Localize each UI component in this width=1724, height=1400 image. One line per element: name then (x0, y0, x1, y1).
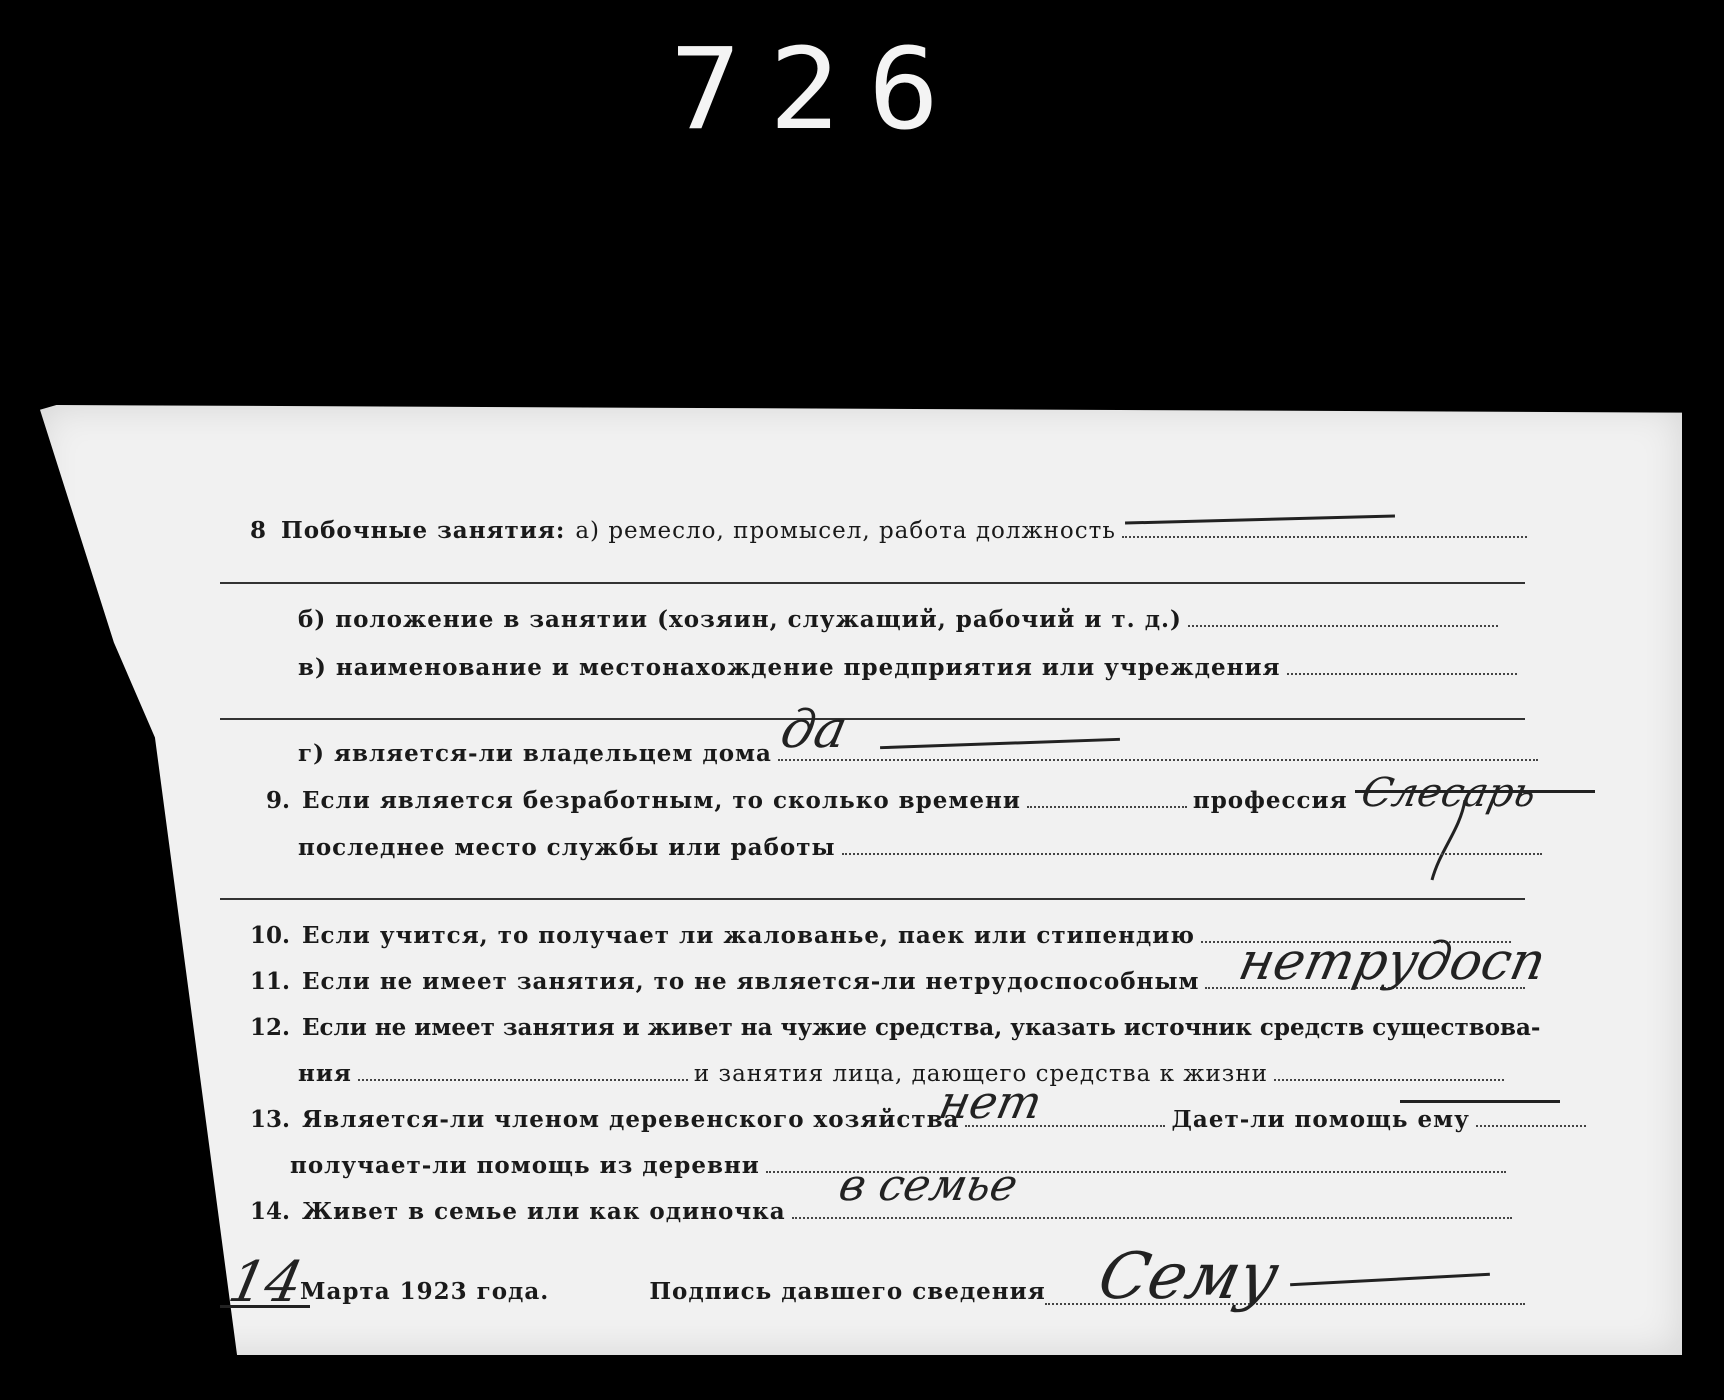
q8-row-v (298, 654, 1523, 681)
q9-time-line (1027, 806, 1187, 808)
q9-label: Если является безработным, то сколько времени (302, 787, 1021, 814)
q12-cont1: ния (298, 1060, 352, 1087)
q8-a-extra-line (220, 582, 1525, 584)
q12-cont2: и занятия лица, дающего средства к жизни (693, 1061, 1269, 1087)
q13-number: 13. (249, 1106, 290, 1133)
q11-number: 11. (249, 968, 290, 995)
q9-extra-line (220, 898, 1525, 900)
q14-label: Живет в семье или как одиночка (302, 1198, 786, 1225)
q9-last-place-line (842, 853, 1542, 855)
q8-g-line (778, 759, 1538, 761)
q8-g-label: г) является-ли владельцем дома (298, 740, 772, 767)
q9-number: 9. (265, 787, 290, 814)
frame-number: 726 (670, 23, 968, 155)
q11-label: Если не имеет занятия, то не является-ли нетрудоспособным (302, 968, 1200, 995)
q10-label: Если учится, то получает ли жалованье, паек или стипендию (302, 922, 1195, 949)
q8-b-label: б) положение в занятии (хозяин, служащий, рабочий и т. д.) (298, 606, 1182, 633)
q14-number: 14. (249, 1198, 290, 1225)
q12-label: Если не имеет занятия и живет на чужие средства, указать источник средств существова- (302, 1014, 1541, 1041)
q8-g-answer: да (775, 700, 853, 760)
signature: Сему (1092, 1240, 1285, 1314)
q13-cont-label: получает-ли помощь из деревни (290, 1152, 760, 1179)
q8-v-line (1287, 673, 1517, 675)
q8-title: Побочные занятия: (281, 517, 566, 544)
q9-profession-label: профессия (1192, 787, 1348, 814)
date-day: 14 (223, 1250, 309, 1315)
q9-last-place-row (298, 834, 1548, 861)
q14-line (792, 1217, 1512, 1219)
q9-profession-answer: Слесарь (1357, 770, 1541, 816)
q12-row (230, 1014, 1540, 1041)
q8-number: 8 (250, 517, 268, 544)
q12-source-line (358, 1079, 688, 1081)
q13-help-line (1476, 1125, 1586, 1127)
q13-help-dash (1400, 1100, 1560, 1103)
q9-profession-strike (1355, 790, 1595, 793)
q13-row (230, 1106, 1592, 1133)
q13-help-label: Дает-ли помощь ему (1171, 1106, 1470, 1133)
q8-v-extra-line (220, 718, 1525, 720)
q8-b-line (1188, 625, 1498, 627)
date-day-underline (220, 1305, 310, 1308)
q10-number: 10. (249, 922, 290, 949)
q8-row-b (298, 606, 1504, 633)
q8-row-a (250, 517, 1533, 544)
q14-answer: в семье (834, 1160, 1023, 1211)
q12-cont-row (298, 1060, 1510, 1087)
q9-last-place-label: последнее место службы или работы (298, 834, 836, 861)
q9-row (230, 787, 1348, 814)
q12-person-line (1274, 1079, 1504, 1081)
q13-label: Является-ли членом деревенского хозяйства (302, 1106, 960, 1133)
q8-v-label: в) наименование и местонахождение предприятия или учреждения (298, 654, 1281, 681)
q11-answer: нетрудосп (1233, 932, 1552, 992)
q13-answer: нет (934, 1075, 1047, 1129)
footer-row (300, 1278, 1046, 1305)
q12-number: 12. (249, 1014, 290, 1041)
q8-a-label: а) ремесло, промысел, работа должность (575, 518, 1116, 544)
q8-a-line (1122, 536, 1527, 538)
date-text: Марта 1923 года. (300, 1278, 550, 1305)
signature-label: Подпись давшего сведения (649, 1278, 1046, 1305)
